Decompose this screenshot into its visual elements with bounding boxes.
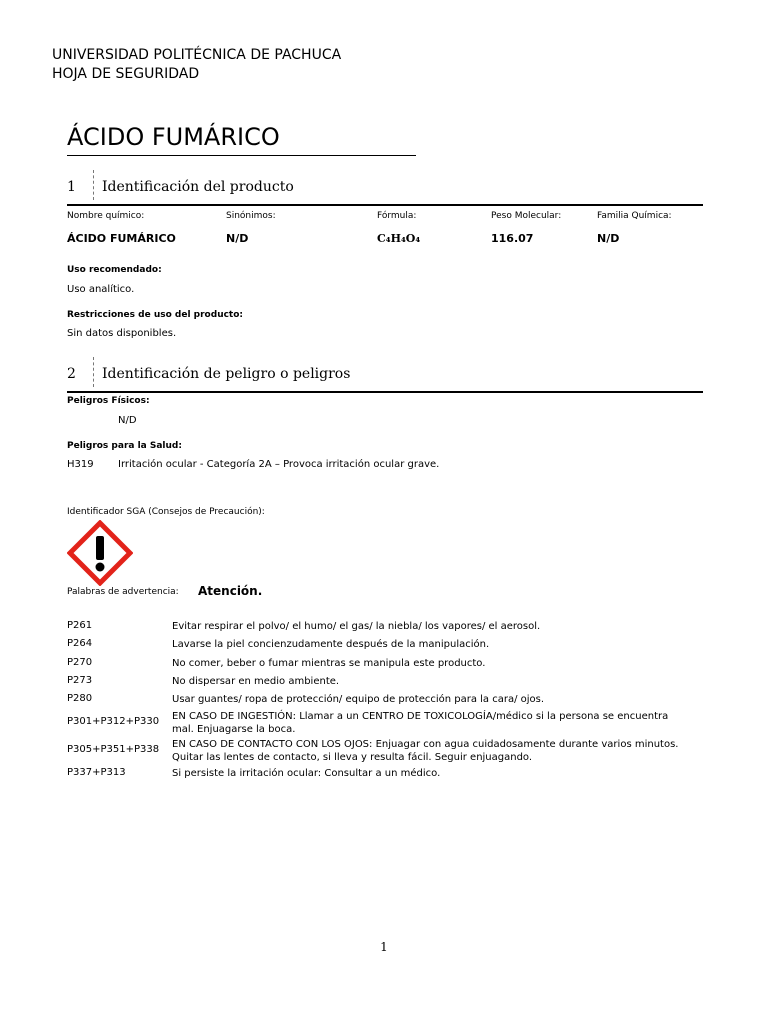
familia-label: Familia Química: <box>597 211 672 221</box>
nombre-value: ÁCIDO FUMÁRICO <box>67 232 176 245</box>
formula-label: Fórmula: <box>377 211 417 221</box>
precaution-code: P280 <box>67 693 93 704</box>
precaution-code: P305+P351+P338 <box>67 744 160 755</box>
page-title: ÁCIDO FUMÁRICO <box>67 121 416 156</box>
institution-name: UNIVERSIDAD POLITÉCNICA DE PACHUCA <box>52 47 342 63</box>
precaution-text: Usar guantes/ ropa de protección/ equipo de protección para la cara/ ojos. <box>172 694 545 705</box>
divider <box>93 357 94 387</box>
section-2-heading <box>67 361 703 393</box>
section-number: 2 <box>67 366 76 382</box>
uso-value: Uso analítico. <box>67 284 135 295</box>
precaution-code: P273 <box>67 675 93 686</box>
precaution-code: P301+P312+P330 <box>67 716 160 727</box>
precaution-code: P337+P313 <box>67 767 126 778</box>
salud-code: H319 <box>67 459 94 470</box>
exclamation-mark-pictogram-icon <box>67 520 133 586</box>
precaution-text: No dispersar en medio ambiente. <box>172 676 340 687</box>
fisicos-label: Peligros Físicos: <box>67 396 150 406</box>
familia-value: N/D <box>597 232 620 245</box>
section-title: Identificación de peligro o peligros <box>102 366 351 382</box>
section-number: 1 <box>67 179 76 195</box>
advertencia-value: Atención. <box>198 584 263 598</box>
precaution-text: No comer, beber o fumar mientras se manipula este producto. <box>172 658 486 669</box>
document-type: HOJA DE SEGURIDAD <box>52 66 200 82</box>
precaution-text: EN CASO DE INGESTIÓN: Llamar a un CENTRO DE TOXICOLOGÍA/médico si la persona se encuentra mal. Enjuagarse la boca. <box>172 711 669 735</box>
sinonimos-value: N/D <box>226 232 249 245</box>
page-number: 1 <box>380 940 388 954</box>
section-title: Identificación del producto <box>102 179 294 195</box>
sga-label: Identificador SGA (Consejos de Precaución): <box>67 507 265 517</box>
nombre-label: Nombre químico: <box>67 211 145 221</box>
precaution-text: EN CASO DE CONTACTO CON LOS OJOS: Enjuagar con agua cuidadosamente durante varios minutos. Quitar las lentes de contacto, si lleva y resulta fácil. Seguir enjuagando. <box>172 739 679 763</box>
advertencia-label: Palabras de advertencia: <box>67 587 179 597</box>
precaution-code: P261 <box>67 620 93 631</box>
precaution-text: Si persiste la irritación ocular: Consultar a un médico. <box>172 768 441 779</box>
uso-label: Uso recomendado: <box>67 265 162 275</box>
precaution-text: Evitar respirar el polvo/ el humo/ el gas/ la niebla/ los vapores/ el aerosol. <box>172 621 541 632</box>
salud-text: Irritación ocular - Categoría 2A – Provoca irritación ocular grave. <box>118 459 440 470</box>
peso-label: Peso Molecular: <box>491 211 562 221</box>
peso-value: 116.07 <box>491 232 534 245</box>
sinonimos-label: Sinónimos: <box>226 211 276 221</box>
document-header <box>52 46 341 84</box>
precaution-text: Lavarse la piel concienzudamente después de la manipulación. <box>172 639 490 650</box>
divider <box>93 170 94 200</box>
precaution-code: P270 <box>67 657 93 668</box>
formula-value: C₄H₄O₄ <box>377 232 421 245</box>
fisicos-value: N/D <box>118 415 137 426</box>
section-1-heading <box>67 174 703 206</box>
restricciones-label: Restricciones de uso del producto: <box>67 310 244 320</box>
restricciones-value: Sin datos disponibles. <box>67 328 177 339</box>
precaution-code: P264 <box>67 638 93 649</box>
salud-label: Peligros para la Salud: <box>67 441 182 451</box>
